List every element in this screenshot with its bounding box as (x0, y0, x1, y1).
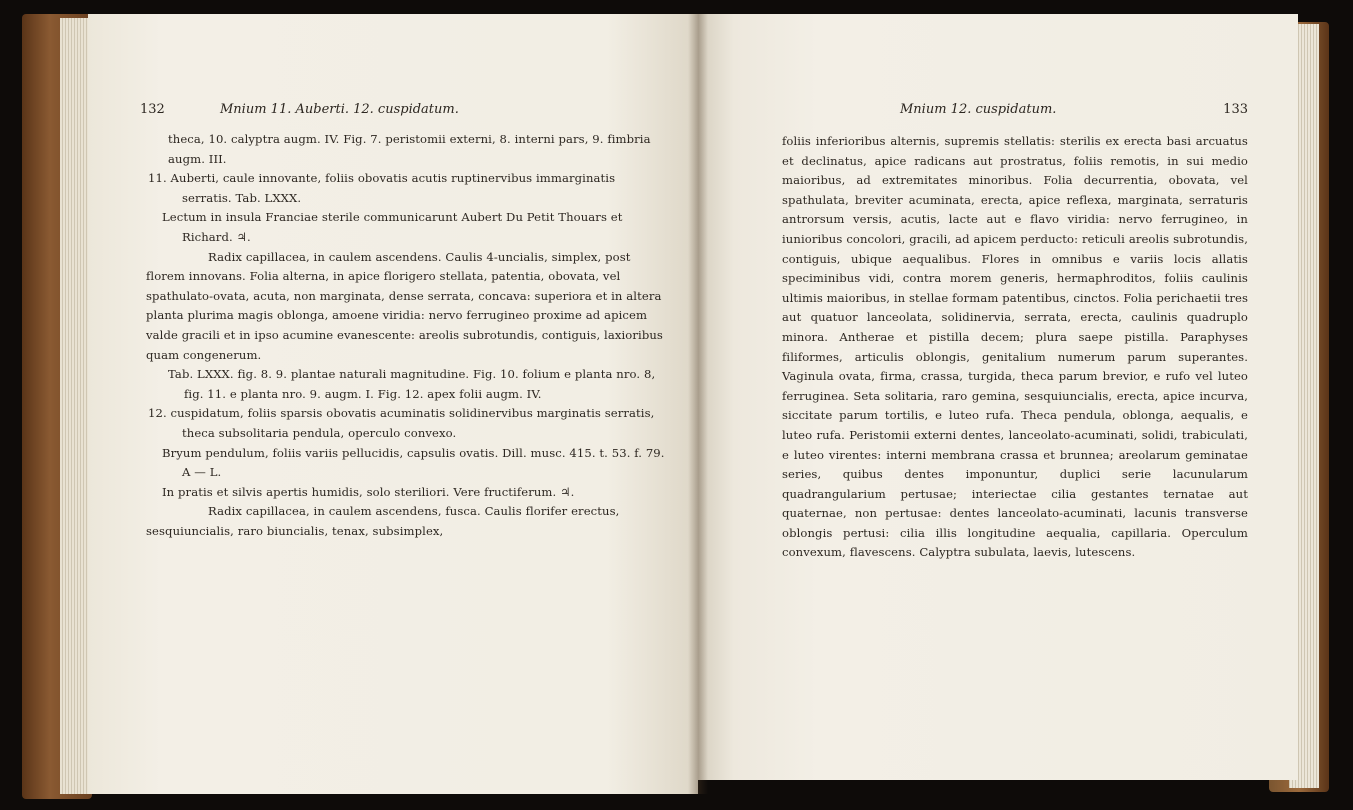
description: foliis inferioribus alternis, supremis stellatis: sterilis ex erecta basi arcuatus et declinatus, apice radicans aut prostratus, foliis remotis, in sui medio maioribus, ad extremitates minoribus. Folia decurrentia, obovata, vel spathulata, breviter acuminata, erecta, apice reflexa, marginata, serraturis antrorsum versis, acutis, lacte aut e flavo viridia: nervo ferrugineo, in iunioribus concolori, gracili, ad apicem perducto: reticuli areolis subrotundis, contiguis, ubique aequalibus. Flores in omnibus e variis locis allatis speciminibus vidi, contra morem generis, hermaphroditos, foliis caulinis ultimis maioribus, in stellae formam patentibus, cinctos. Folia perichaetii tres aut quatuor lanceolata, solidinervia, serrata, erecta, caulinis quadruplo minora. Antherae et pistilla decem; plura saepe pistilla. Paraphyses filiformes, articulis oblongis, genitalium numerum parum superantes. Vaginula ovata, firma, crassa, turgida, theca parum brevior, e rufo vel luteo ferruginea. Seta solitaria, raro gemina, sesquiuncialis, erecta, apice incurva, siccitate parum tortilis, e luteo rufa. Theca pendula, oblonga, aequalis, e luteo rufa. Peristomii externi dentes, lanceolato-acuminati, solidi, trabiculati, e luteo virentes: interni membrana crassa et brunnea; areolarum geminatae series, quibus dentes imponuntur, duplici serie lacunularum quadrangularium pertusae; interiectae cilia gestantes ternatae aut quaternae, non pertusae: dentes lanceolato-acuminati, lacunis transverse oblongis pertusi: cilia illis longitudine aequalia, capillaria. Operculum convexum, flavescens. Calyptra subulata, laevis, lutescens. (782, 134, 1248, 560)
paragraph: theca, 10. calyptra augm. IV. Fig. 7. peristomii externi, 8. interni pars, 9. fimbria augm. III. (168, 132, 651, 166)
page-edges-left (60, 18, 90, 794)
species-diagnosis: 12. cuspidatum, foliis sparsis obovatis acuminatis solidinervibus marginatis serratis, theca subsolitaria pendula, operculo convexo. (148, 406, 655, 440)
synonym: Bryum pendulum, foliis variis pellucidis, capsulis ovatis. Dill. musc. 415. t. 53. f. 79. A — L. (162, 445, 665, 480)
species-diagnosis: 11. Auberti, caule innovante, foliis obovatis acutis ruptinervibus immarginatis serratis. Tab. LXXX. (148, 171, 616, 205)
running-head-right: Mnium 12. cuspidatum. (900, 102, 1057, 117)
left-text-block (146, 130, 666, 541)
description: Radix capillacea, in caulem ascendens. Caulis 4-uncialis, simplex, post florem innovans. Folia alterna, in apice florigero stellata, patentia, obovata, vel spathulato-ovata, acuta, non marginata, dense serrata, concava: superiora et in altera planta plurima magis oblonga, amoene viridia: nervo ferrugineo proxime ad apicem valde gracili et in ipso acumine evanescente: areolis subrotundis, contiguis, laxioribus quam congenerum. (146, 249, 663, 362)
running-head-left: Mnium 11. Auberti. 12. cuspidatum. (220, 102, 459, 117)
book-gutter (688, 14, 708, 794)
right-page (698, 14, 1298, 780)
right-text-block (782, 132, 1248, 563)
page-number-right: 133 (1223, 102, 1248, 117)
plate-reference: Tab. LXXX. fig. 8. 9. plantae naturali magnitudine. Fig. 10. folium e planta nro. 8, fig. 11. e planta nro. 9. augm. I. Fig. 12. apex folii augm. IV. (168, 367, 656, 401)
paragraph: Lectum in insula Franciae sterile communicarunt Aubert Du Petit Thouars et Richard. ♃. (162, 210, 623, 244)
habitat: In pratis et silvis apertis humidis, solo steriliori. Vere fructiferum. ♃. (162, 484, 575, 499)
left-page (88, 14, 698, 794)
description: Radix capillacea, in caulem ascendens, fusca. Caulis florifer erectus, sesquiuncialis, raro biuncialis, tenax, subsimplex, (146, 504, 620, 538)
page-number-left: 132 (140, 102, 165, 117)
